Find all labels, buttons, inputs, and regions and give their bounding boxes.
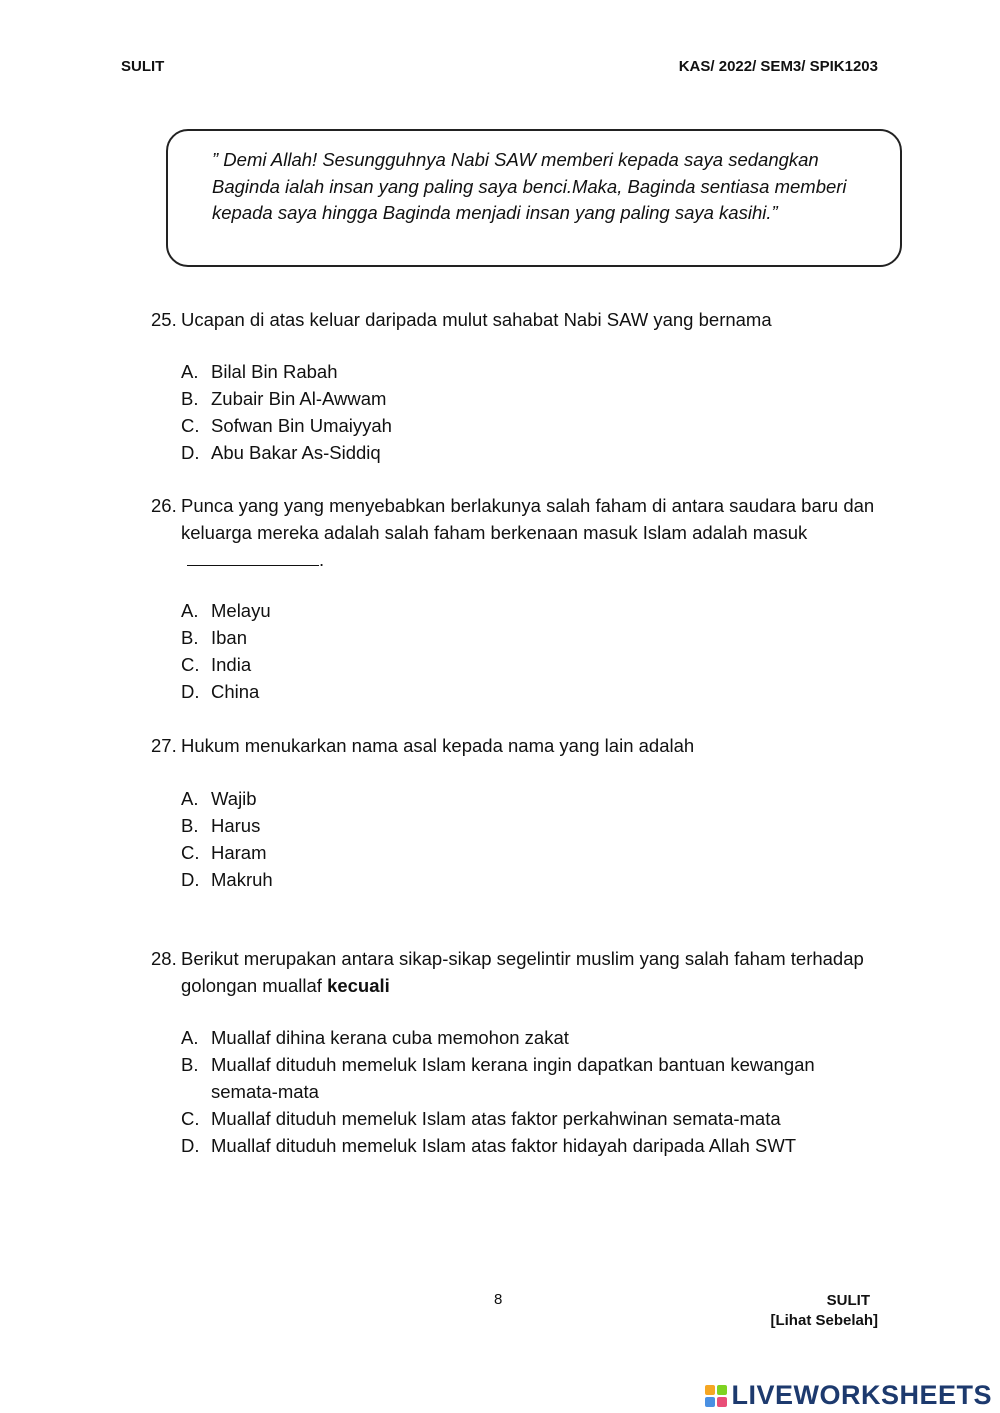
option-text: Muallaf dituduh memeluk Islam atas faktor hidayah daripada Allah SWT — [211, 1135, 797, 1156]
option-text: Melayu — [211, 600, 271, 621]
option-text: Makruh — [211, 869, 273, 890]
option-text: Harus — [211, 815, 261, 836]
option-text: Abu Bakar As-Siddiq — [211, 442, 381, 463]
question-text-main: Berikut merupakan antara sikap-sikap segelintir muslim yang salah faham terhadap golongan muallaf — [181, 948, 864, 996]
option-c[interactable] — [181, 1105, 881, 1132]
options-list — [181, 1024, 881, 1159]
option-c[interactable] — [181, 651, 881, 678]
option-letter: D. — [181, 1135, 200, 1156]
option-a[interactable] — [181, 358, 881, 385]
option-text: Bilal Bin Rabah — [211, 361, 338, 382]
logo-square — [705, 1397, 715, 1407]
option-letter: C. — [181, 415, 200, 436]
options-list — [181, 785, 881, 893]
option-a[interactable] — [181, 785, 881, 812]
option-c[interactable] — [181, 412, 881, 439]
question-number: 27. — [151, 735, 177, 756]
option-d[interactable] — [181, 439, 881, 466]
option-letter: C. — [181, 842, 200, 863]
option-text: Muallaf dihina kerana cuba memohon zakat — [211, 1027, 569, 1048]
question-text-before: Punca yang yang menyebabkan berlakunya salah faham di antara saudara baru dan keluarga mereka adalah salah faham berkenaan masuk Islam adalah masuk — [181, 495, 875, 543]
option-letter: D. — [181, 869, 200, 890]
option-a[interactable] — [181, 597, 881, 624]
brand-name: LIVEWORKSHEETS — [731, 1380, 992, 1410]
question-text: Ucapan di atas keluar daripada mulut sahabat Nabi SAW yang bernama — [181, 309, 772, 330]
option-text: Muallaf dituduh memeluk Islam atas faktor perkahwinan semata-mata — [211, 1108, 781, 1129]
option-letter: B. — [181, 627, 199, 648]
option-letter: A. — [181, 788, 199, 809]
option-letter: D. — [181, 681, 200, 702]
option-d[interactable] — [181, 678, 881, 705]
option-letter: C. — [181, 654, 200, 675]
option-letter: B. — [181, 815, 199, 836]
option-letter: C. — [181, 1108, 200, 1129]
option-d[interactable] — [181, 1132, 881, 1159]
option-text: India — [211, 654, 252, 675]
option-text: Zubair Bin Al-Awwam — [211, 388, 387, 409]
header-left: SULIT — [121, 58, 165, 75]
option-a[interactable] — [181, 1024, 881, 1051]
question-text-after: . — [319, 549, 325, 570]
question-28 — [151, 945, 881, 1156]
logo-square — [717, 1385, 727, 1395]
liveworksheets-logo-icon — [705, 1385, 727, 1407]
option-text: Iban — [211, 627, 248, 648]
quote-box — [166, 129, 902, 267]
logo-square — [717, 1397, 727, 1407]
question-number: 28. — [151, 948, 177, 969]
question-26 — [151, 492, 881, 702]
question-27 — [151, 732, 881, 890]
option-c[interactable] — [181, 839, 881, 866]
question-text — [181, 945, 881, 999]
option-letter: D. — [181, 442, 200, 463]
liveworksheets-brand[interactable] — [705, 1380, 992, 1411]
question-text — [181, 492, 881, 573]
option-b[interactable] — [181, 1051, 881, 1105]
question-emphasis: kecuali — [327, 975, 390, 996]
option-text: Muallaf dituduh memeluk Islam kerana ingin dapatkan bantuan kewangan semata-mata — [211, 1054, 815, 1102]
logo-square — [705, 1385, 715, 1395]
option-letter: A. — [181, 361, 199, 382]
question-text: Hukum menukarkan nama asal kepada nama yang lain adalah — [181, 735, 695, 756]
option-b[interactable] — [181, 624, 881, 651]
page-number: 8 — [494, 1291, 503, 1308]
options-list — [181, 597, 881, 705]
header-right: KAS/ 2022/ SEM3/ SPIK1203 — [678, 58, 878, 75]
footer-next-page: [Lihat Sebelah] — [770, 1312, 878, 1329]
question-25 — [151, 306, 881, 463]
option-text: Sofwan Bin Umaiyyah — [211, 415, 392, 436]
answer-blank[interactable] — [187, 547, 319, 566]
option-b[interactable] — [181, 385, 881, 412]
option-text: Wajib — [211, 788, 257, 809]
question-number: 25. — [151, 309, 177, 330]
option-letter: B. — [181, 388, 199, 409]
option-b[interactable] — [181, 812, 881, 839]
option-letter: A. — [181, 600, 199, 621]
option-letter: A. — [181, 1027, 199, 1048]
quote-text: ” Demi Allah! Sesungguhnya Nabi SAW memberi kepada saya sedangkan Baginda ialah insan yang paling saya benci.Maka, Baginda sentiasa memberi kepada saya hingga Baginda menjadi insan yang paling saya kasihi.” — [212, 149, 847, 223]
question-number: 26. — [151, 495, 177, 516]
option-letter: B. — [181, 1054, 199, 1075]
footer-sulit: SULIT — [826, 1292, 870, 1309]
option-text: Haram — [211, 842, 267, 863]
options-list — [181, 358, 881, 466]
option-d[interactable] — [181, 866, 881, 893]
option-text: China — [211, 681, 260, 702]
